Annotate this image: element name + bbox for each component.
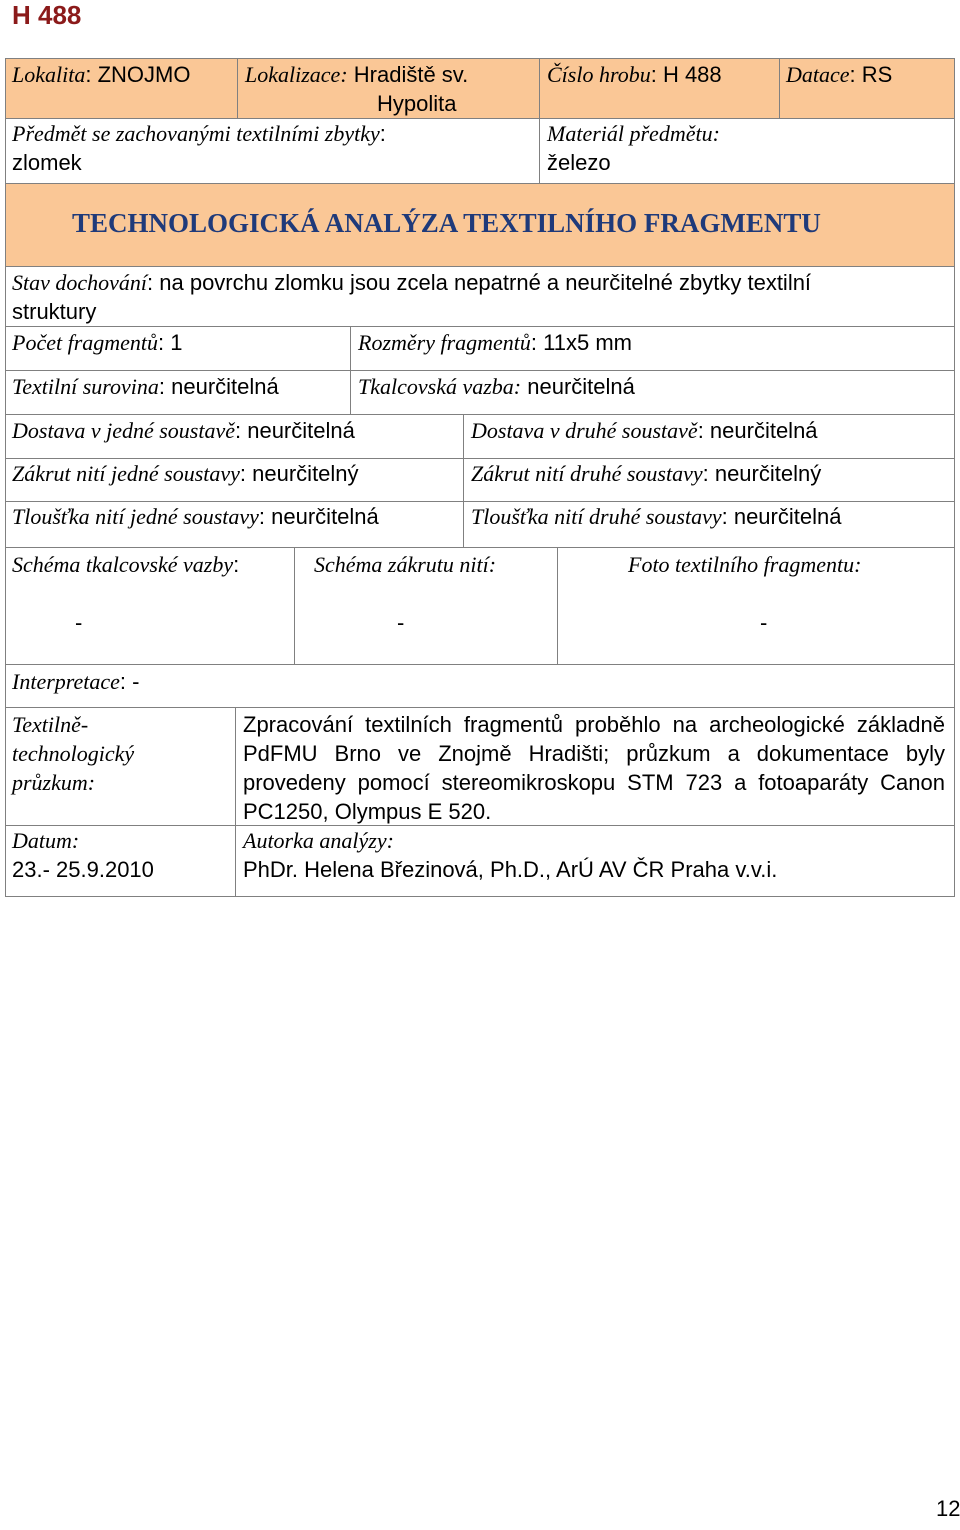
stav-line1: Stav dochování: na povrchu zlomku jsou zcela nepatrné a neurčitelné zbytky textilní [12, 270, 812, 295]
datum-value: 23.- 25.9.2010 [12, 857, 154, 882]
autorka-value: PhDr. Helena Březinová, Ph.D., ArÚ AV ČR Praha v.v.i. [243, 857, 778, 882]
cislo-hrobu-field: Číslo hrobu: H 488 [547, 62, 722, 87]
analysis-heading: TECHNOLOGICKÁ ANALÝZA TEXTILNÍHO FRAGMENTU [72, 208, 821, 238]
schema-vazby-label: Schéma tkalcovské vazby: [12, 552, 240, 577]
stav-line2: struktury [12, 299, 97, 324]
lokalita-field: Lokalita: ZNOJMO [12, 62, 191, 87]
interpretace-field: Interpretace: - [12, 669, 140, 694]
material-value: železo [547, 150, 611, 175]
document-title: H 488 [12, 0, 82, 30]
pruzkum-label-line3: průzkum: [12, 770, 96, 795]
datace-field: Datace: RS [786, 62, 893, 87]
zakrut1-field: Zákrut nití jedné soustavy: neurčitelný [12, 461, 359, 486]
tloustka1-field: Tloušťka nití jedné soustavy: neurčitelná [12, 504, 379, 529]
page-number: 12 [936, 1496, 960, 1521]
pocet-field: Počet fragmentů: 1 [12, 330, 183, 355]
lokalizace-value-line2: Hypolita [377, 91, 457, 116]
rozmery-field: Rozměry fragmentů: 11x5 mm [358, 330, 632, 355]
dostava1-field: Dostava v jedné soustavě: neurčitelná [12, 418, 355, 443]
tloustka2-field: Tloušťka nití druhé soustavy: neurčitelná [471, 504, 842, 529]
schema-vazby-value: - [75, 610, 83, 635]
interpretace-cell [5, 664, 955, 708]
autorka-label: Autorka analýzy: [243, 828, 394, 853]
zakrut2-field: Zákrut nití druhé soustavy: neurčitelný [471, 461, 822, 486]
foto-label: Foto textilního fragmentu: [628, 552, 862, 577]
pruzkum-text: Zpracování textilních fragmentů proběhlo na archeologické základně PdFMU Brno ve Znojmě Hradišti; průzkum a dokumentace byly provedeny pomocí stereomikroskopu STM 723 a fotoaparáty Canon PC1250, Olympus E 520. [243, 712, 945, 824]
lokalizace-field: Lokalizace: Hradiště sv. [245, 62, 469, 87]
schema-zakrutu-value: - [397, 610, 405, 635]
pruzkum-label-line2: technologický [12, 741, 135, 766]
pruzkum-label-line1: Textilně- [12, 712, 89, 737]
material-label: Materiál předmětu: [547, 121, 720, 146]
dostava2-field: Dostava v druhé soustavě: neurčitelná [471, 418, 818, 443]
datum-label: Datum: [12, 828, 80, 853]
schema-zakrutu-label: Schéma zákrutu nití: [314, 552, 497, 577]
predmet-value: zlomek [12, 150, 82, 175]
vazba-field: Tkalcovská vazba: neurčitelná [358, 374, 635, 399]
foto-value: - [760, 610, 768, 635]
predmet-label: Předmět se zachovanými textilními zbytky: [12, 121, 386, 146]
surovina-field: Textilní surovina: neurčitelná [12, 374, 279, 399]
